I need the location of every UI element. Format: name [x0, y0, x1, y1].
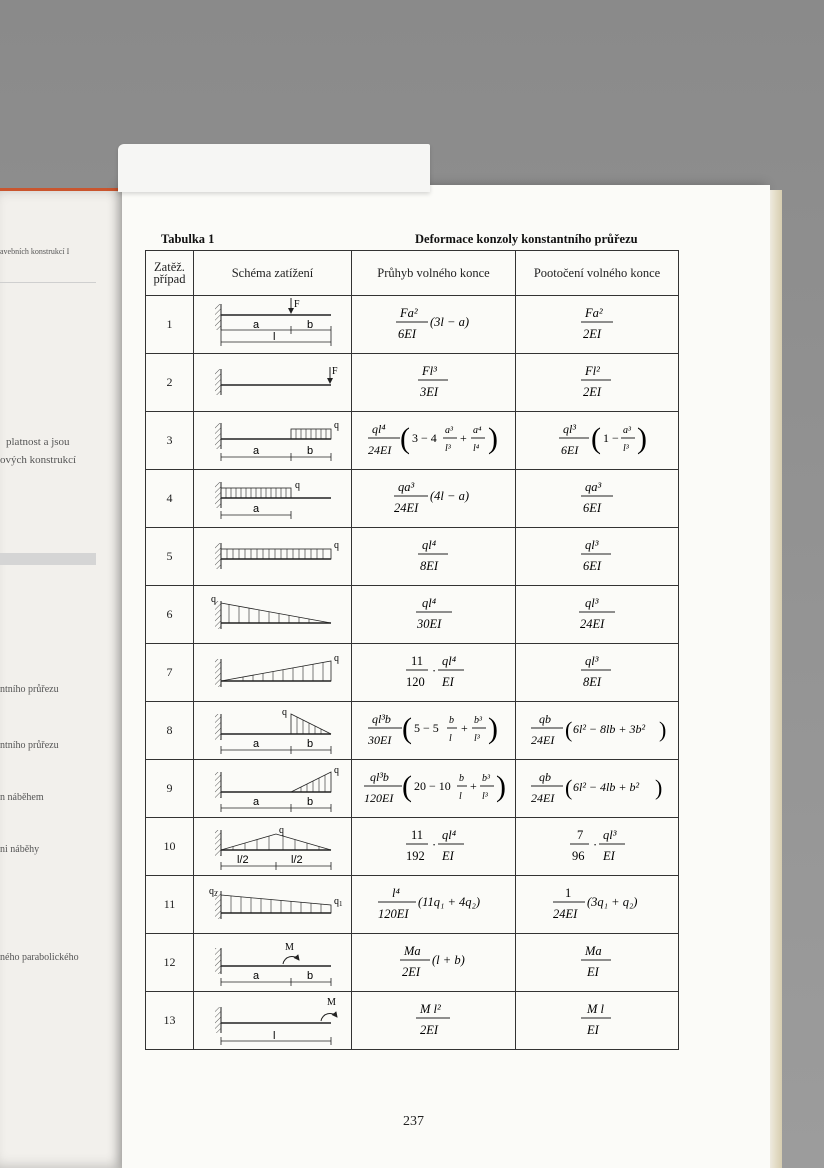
formula-image — [517, 880, 677, 924]
svg-text:2EI: 2EI — [419, 1023, 438, 1037]
table-row — [146, 470, 679, 528]
svg-text:24EI: 24EI — [531, 791, 555, 805]
left-page-text-fragment: n náběhem — [0, 792, 44, 803]
rotation-formula — [516, 934, 679, 992]
svg-text:EI: EI — [603, 849, 615, 863]
deflection-formula — [352, 876, 516, 934]
load-q-label: q — [333, 419, 339, 431]
formula-image — [354, 532, 514, 576]
load-scheme — [194, 876, 352, 934]
left-page-text-fragment: ntního průřezu — [0, 740, 59, 751]
svg-text:120EI: 120EI — [377, 907, 409, 921]
svg-text:6l² − 8lb + 3b²: 6l² − 8lb + 3b² — [573, 722, 646, 736]
load-diagram — [203, 593, 343, 637]
load-scheme — [194, 818, 352, 876]
left-page-gray-band — [0, 553, 96, 565]
formula-image — [517, 300, 677, 344]
svg-text:): ) — [659, 717, 667, 742]
svg-text:·: · — [431, 838, 436, 852]
load-q-label: q — [281, 706, 287, 718]
svg-text:qb: qb — [539, 712, 551, 726]
svg-text:(: ( — [565, 775, 573, 800]
svg-text:96: 96 — [572, 849, 585, 863]
table-row — [146, 412, 679, 470]
case-number: 5 — [146, 528, 194, 586]
svg-text:qa³: qa³ — [397, 480, 414, 494]
load-q2-label: $q_2$ — [208, 885, 217, 898]
deflection-formula — [352, 760, 516, 818]
force-label: F — [293, 298, 300, 310]
rotation-formula — [516, 296, 679, 354]
svg-text:(: ( — [401, 770, 412, 803]
svg-text:l³: l³ — [481, 791, 488, 802]
dim-a-label: a — [252, 444, 259, 457]
table-row — [146, 296, 679, 354]
column-header-case-line1: Zatěž. — [154, 260, 185, 274]
load-q-label: q — [333, 539, 339, 551]
svg-text:a⁴: a⁴ — [472, 425, 481, 436]
dim-l-label: l — [272, 330, 275, 343]
load-diagram — [203, 651, 343, 695]
rotation-formula — [516, 528, 679, 586]
deflection-formula — [352, 818, 516, 876]
svg-text:(4l − a): (4l − a) — [429, 489, 469, 503]
svg-text:l³: l³ — [444, 443, 451, 454]
rotation-formula — [516, 992, 679, 1050]
load-diagram — [203, 764, 343, 814]
svg-text:ql³: ql³ — [563, 422, 576, 436]
case-number: 11 — [146, 876, 194, 934]
svg-text:8EI: 8EI — [419, 559, 438, 573]
svg-text:24EI: 24EI — [367, 443, 391, 457]
dim-half-label: l/2 — [236, 853, 249, 866]
formula-image — [517, 648, 677, 692]
load-diagram — [203, 822, 343, 872]
rotation-formula — [516, 586, 679, 644]
svg-text:5 − 5: 5 − 5 — [413, 721, 439, 735]
load-q-label: q — [333, 764, 339, 776]
formula-image — [517, 822, 677, 866]
formula-image — [517, 414, 677, 462]
svg-text:(11q₁ + 4q₂): (11q₁ + 4q₂) — [417, 895, 480, 909]
svg-text:l⁴: l⁴ — [472, 443, 479, 454]
load-scheme — [194, 760, 352, 818]
svg-text:11: 11 — [410, 828, 423, 842]
formula-image — [517, 996, 677, 1040]
table-row — [146, 354, 679, 412]
case-number: 10 — [146, 818, 194, 876]
load-diagram — [203, 995, 343, 1047]
svg-text:Ma: Ma — [585, 944, 602, 958]
svg-text:ql³: ql³ — [585, 596, 599, 610]
table-row — [146, 818, 679, 876]
case-number: 2 — [146, 354, 194, 412]
load-scheme — [194, 586, 352, 644]
dim-a-label: a — [252, 737, 259, 750]
svg-text:Fa²: Fa² — [585, 306, 603, 320]
deflection-formula — [352, 702, 516, 760]
formula-image — [517, 704, 677, 752]
column-header-case — [146, 251, 194, 296]
left-page-header-fragment: avebních konstrukcí I — [0, 247, 70, 256]
svg-text:a³: a³ — [623, 425, 631, 436]
force-label: F — [331, 365, 338, 377]
svg-text:120EI: 120EI — [363, 791, 393, 805]
svg-text:30EI: 30EI — [367, 733, 391, 747]
dim-a-label: a — [252, 795, 259, 808]
svg-text:): ) — [655, 775, 663, 800]
svg-text:b³: b³ — [473, 715, 482, 726]
table-row — [146, 644, 679, 702]
deflection-formula — [352, 934, 516, 992]
svg-text:l: l — [458, 791, 462, 802]
load-diagram — [203, 476, 343, 522]
formula-image — [354, 704, 514, 752]
svg-text:): ) — [487, 712, 498, 745]
moment-label: M — [326, 996, 336, 1008]
left-page-text-fragment: ného parabolického — [0, 952, 79, 963]
formula-image — [517, 358, 677, 402]
svg-text:24EI: 24EI — [553, 907, 578, 921]
svg-text:(l + b): (l + b) — [431, 953, 465, 967]
load-q-label: q — [210, 593, 216, 605]
load-q1-label: $q_1$ — [333, 895, 342, 908]
svg-text:24EI: 24EI — [393, 501, 418, 515]
svg-text:3 − 4: 3 − 4 — [411, 431, 437, 445]
deflection-formula — [352, 296, 516, 354]
load-diagram — [203, 706, 343, 756]
load-scheme — [194, 354, 352, 412]
svg-text:24EI: 24EI — [531, 733, 555, 747]
load-q-label: q — [278, 824, 284, 836]
svg-text:ql³b: ql³b — [371, 712, 391, 726]
case-number: 1 — [146, 296, 194, 354]
svg-text:6EI: 6EI — [397, 327, 416, 341]
left-page — [0, 188, 132, 1168]
svg-text:qb: qb — [539, 770, 551, 784]
table-title: Deformace konzoly konstantního průřezu — [415, 232, 638, 246]
deflection-formula — [352, 412, 516, 470]
deflection-formula — [352, 528, 516, 586]
deflection-formula — [352, 644, 516, 702]
svg-text:6l² − 4lb + b²: 6l² − 4lb + b² — [573, 780, 640, 794]
left-page-edge — [0, 188, 132, 191]
svg-text:b: b — [448, 715, 454, 726]
left-page-text-fragment: platnost a jsou — [6, 436, 70, 448]
case-number: 13 — [146, 992, 194, 1050]
formula-image — [354, 590, 514, 634]
svg-text:(3q₁ + q₂): (3q₁ + q₂) — [587, 895, 638, 909]
svg-text:l: l — [448, 733, 452, 744]
rotation-formula — [516, 470, 679, 528]
formula-image — [517, 762, 677, 810]
svg-text:11: 11 — [410, 654, 423, 668]
deflection-formula — [352, 354, 516, 412]
load-scheme — [194, 528, 352, 586]
svg-text:30EI: 30EI — [416, 617, 441, 631]
load-diagram — [203, 883, 343, 927]
load-diagram — [203, 537, 343, 577]
svg-text:24EI: 24EI — [580, 617, 605, 631]
column-header-case-line2: případ — [153, 272, 186, 286]
load-diagram — [203, 417, 343, 465]
dim-b-label: b — [306, 969, 313, 982]
load-scheme — [194, 296, 352, 354]
load-diagram — [203, 938, 343, 988]
svg-text:(: ( — [401, 712, 412, 745]
rotation-formula — [516, 876, 679, 934]
left-page-text-fragment: ntního průřezu — [0, 684, 59, 695]
tape-strip — [118, 144, 430, 192]
svg-text:+: + — [460, 721, 468, 735]
formula-image — [354, 474, 514, 518]
left-page-rule — [0, 282, 96, 283]
left-page-text-fragment: ových konstrukcí — [0, 454, 77, 466]
table-row — [146, 992, 679, 1050]
svg-text:ql⁴: ql⁴ — [441, 654, 456, 668]
case-number: 3 — [146, 412, 194, 470]
svg-text:·: · — [593, 838, 598, 852]
rotation-formula — [516, 354, 679, 412]
deformation-table — [145, 250, 679, 1050]
load-scheme — [194, 934, 352, 992]
column-header-deflection: Průhyb volného konce — [352, 251, 516, 296]
svg-text:192: 192 — [405, 849, 425, 863]
table-row — [146, 760, 679, 818]
svg-text:a³: a³ — [444, 425, 453, 436]
dim-a-label: a — [252, 502, 259, 515]
rotation-formula — [516, 818, 679, 876]
svg-text:3EI: 3EI — [419, 385, 438, 399]
svg-text:M l: M l — [587, 1002, 605, 1016]
load-diagram — [203, 298, 343, 352]
svg-text:EI: EI — [441, 675, 454, 689]
svg-text:Fl²: Fl² — [585, 364, 600, 378]
svg-text:7: 7 — [577, 828, 584, 842]
dim-a-label: a — [252, 969, 259, 982]
formula-image — [354, 938, 514, 982]
svg-text:b³: b³ — [481, 773, 490, 784]
formula-image — [354, 358, 514, 402]
load-diagram — [203, 363, 343, 403]
deflection-formula — [352, 992, 516, 1050]
svg-text:8EI: 8EI — [583, 675, 602, 689]
svg-text:l³: l³ — [473, 733, 480, 744]
table-row — [146, 528, 679, 586]
svg-text:6EI: 6EI — [583, 501, 602, 515]
svg-text:ql⁴: ql⁴ — [421, 596, 436, 610]
formula-image — [517, 474, 677, 518]
load-scheme — [194, 702, 352, 760]
svg-text:2EI: 2EI — [583, 327, 602, 341]
svg-text:+: + — [469, 779, 477, 793]
svg-text:l⁴: l⁴ — [391, 886, 400, 900]
svg-text:EI: EI — [587, 965, 599, 979]
svg-text:EI: EI — [441, 849, 454, 863]
formula-image — [517, 938, 677, 982]
svg-text:l³: l³ — [623, 443, 629, 454]
rotation-formula — [516, 644, 679, 702]
svg-text:): ) — [495, 770, 506, 803]
svg-text:): ) — [637, 422, 647, 455]
formula-image — [517, 532, 677, 576]
dim-l-label: l — [272, 1029, 275, 1042]
table-row — [146, 934, 679, 992]
svg-text:ql⁴: ql⁴ — [421, 538, 436, 552]
svg-text:EI: EI — [587, 1023, 599, 1037]
dim-b-label: b — [306, 444, 313, 457]
svg-text:ql⁴: ql⁴ — [441, 828, 456, 842]
svg-text:Fl³: Fl³ — [421, 364, 437, 378]
svg-text:M l²: M l² — [419, 1002, 441, 1016]
svg-text:(: ( — [591, 422, 601, 455]
case-number: 9 — [146, 760, 194, 818]
svg-text:Ma: Ma — [403, 944, 421, 958]
svg-text:·: · — [431, 664, 436, 678]
svg-text:2EI: 2EI — [583, 385, 602, 399]
svg-text:ql³: ql³ — [603, 828, 617, 842]
svg-text:Fa²: Fa² — [399, 306, 418, 320]
svg-text:(: ( — [565, 717, 573, 742]
left-page-text-fragment: ni náběhy — [0, 844, 40, 855]
svg-text:ql³: ql³ — [585, 654, 599, 668]
table-row — [146, 876, 679, 934]
moment-label: M — [284, 941, 294, 953]
formula-image — [354, 648, 514, 692]
svg-text:2EI: 2EI — [401, 965, 420, 979]
table-row — [146, 586, 679, 644]
formula-image — [354, 996, 514, 1040]
case-number: 6 — [146, 586, 194, 644]
rotation-formula — [516, 412, 679, 470]
load-scheme — [194, 644, 352, 702]
case-number: 12 — [146, 934, 194, 992]
svg-text:ql⁴: ql⁴ — [371, 422, 386, 436]
rotation-formula — [516, 760, 679, 818]
deflection-formula — [352, 470, 516, 528]
svg-text:ql³b: ql³b — [369, 770, 389, 784]
svg-text:(3l − a): (3l − a) — [429, 315, 469, 329]
load-q-label: q — [333, 652, 339, 664]
column-header-rotation: Pootočení volného konce — [516, 251, 679, 296]
svg-text:1: 1 — [565, 886, 572, 900]
column-header-scheme: Schéma zatížení — [194, 251, 352, 296]
svg-text:20 − 10: 20 − 10 — [413, 779, 451, 793]
load-scheme — [194, 470, 352, 528]
table-header-row — [146, 251, 679, 296]
svg-text:1 −: 1 − — [603, 431, 619, 445]
dim-half-label: l/2 — [290, 853, 303, 866]
formula-image — [354, 880, 514, 924]
formula-image — [354, 414, 514, 462]
svg-text:b: b — [458, 773, 464, 784]
page-number: 237 — [403, 1114, 424, 1129]
svg-text:ql³: ql³ — [585, 538, 599, 552]
load-q-label: q — [294, 479, 300, 491]
table-row — [146, 702, 679, 760]
svg-text:): ) — [487, 422, 498, 455]
case-number: 4 — [146, 470, 194, 528]
formula-image — [354, 300, 514, 344]
svg-text:6EI: 6EI — [583, 559, 602, 573]
dim-b-label: b — [306, 318, 313, 331]
dim-b-label: b — [306, 795, 313, 808]
page-stack-edge — [770, 190, 782, 1168]
load-scheme — [194, 992, 352, 1050]
formula-image — [354, 822, 514, 866]
svg-text:(: ( — [399, 422, 410, 455]
svg-text:6EI: 6EI — [561, 443, 579, 457]
formula-image — [517, 590, 677, 634]
table-label: Tabulka 1 — [161, 232, 215, 246]
load-scheme — [194, 412, 352, 470]
deflection-formula — [352, 586, 516, 644]
svg-text:qa³: qa³ — [585, 480, 602, 494]
formula-image — [354, 762, 514, 810]
case-number: 7 — [146, 644, 194, 702]
svg-text:120: 120 — [405, 675, 425, 689]
svg-text:+: + — [459, 431, 467, 445]
dim-b-label: b — [306, 737, 313, 750]
rotation-formula — [516, 702, 679, 760]
dim-a-label: a — [252, 318, 259, 331]
case-number: 8 — [146, 702, 194, 760]
